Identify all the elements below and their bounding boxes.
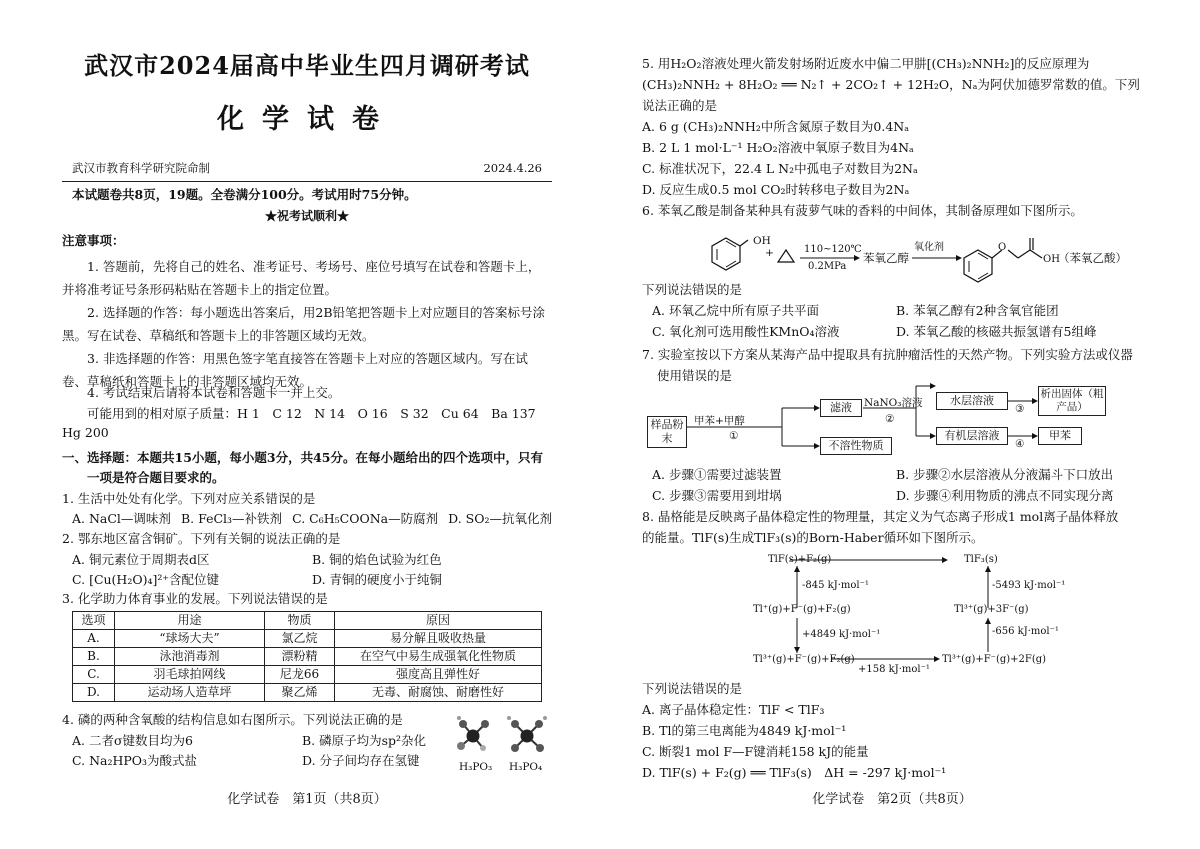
bh-tl-plus-ions: Tl⁺(g)+F⁻(g)+F₂(g) [753, 604, 851, 615]
q8-stem-line1: 8. 晶格能是反映离子晶体稳定性的物理量，其定义为气态离子形成1 mol离子晶体释放 [642, 509, 1119, 524]
q2-stem: 2. 鄂东地区富含铜矿。下列有关铜的说法正确的是 [62, 531, 341, 546]
bh-tl3-plus-3f: Tl³⁺(g)+3F⁻(g) [954, 604, 1029, 615]
q3-table [72, 611, 542, 702]
q6-intermediate: 苯氧乙醇 [863, 251, 909, 265]
table-cell: B. [73, 648, 115, 666]
q3-header-row [73, 612, 542, 630]
q4-option-a: A. 二者σ键数目均为6 [72, 733, 193, 748]
q6-oh-label: OH [753, 235, 771, 247]
h3po3-model-icon [457, 716, 489, 751]
table-cell: 在空气中易生成强氧化性物质 [335, 648, 542, 666]
q7-step1: ① [729, 430, 739, 442]
q3-header-cell: 物质 [265, 612, 335, 630]
q6-option-d: D. 苯氧乙酸的核磁共振氢谱有5组峰 [896, 324, 1097, 339]
epoxide-structure-icon [778, 250, 794, 262]
q8-stem-line2: 的能量。TlF(s)生成TlF₃(s)的Born-Haber循环如下图所示。 [642, 530, 984, 545]
q6-condition-pressure: 0.2MPa [808, 261, 847, 272]
q1-option-c: C. C₆H₅COONa—防腐剂 [292, 511, 439, 526]
q7-solid-box: 析出固体（粗产品） [1038, 386, 1106, 416]
table-cell: 无毒、耐腐蚀、耐磨性好 [335, 684, 542, 702]
q1-option-a: A. NaCl—调味剂 [72, 511, 171, 526]
q1-stem: 1. 生活中处处有化学。下列对应关系错误的是 [62, 491, 316, 506]
q1-option-b: B. FeCl₃—补铁剂 [180, 511, 283, 526]
q2-option-c: C. [Cu(H₂O)₄]²⁺含配位键 [72, 572, 219, 587]
reaction-arrow-2-icon [912, 255, 962, 261]
q6-condition-temp: 110~120℃ [804, 244, 862, 255]
q8-option-c: C. 断裂1 mol F—F键消耗158 kJ的能量 [642, 744, 869, 759]
q7-aqueous-box: 水层溶液 [936, 392, 1008, 410]
subject-title: 化学试卷 [217, 104, 397, 135]
q6-oxidant: 氧化剂 [914, 242, 944, 253]
q5-option-a: A. 6 g (CH₃)₂NNH₂中所含氮原子数目为0.4Nₐ [642, 119, 910, 134]
q7-sample-box: 样品粉末 [647, 416, 687, 448]
q4-option-d: D. 分子间均存在氢键 [302, 753, 420, 768]
q7-step4: ④ [1015, 438, 1025, 450]
phosphorus-acid-models [455, 714, 555, 758]
summary: 本试题卷共8页，19题。全卷满分100分。考试用时75分钟。 [72, 187, 417, 202]
q5-stem-line1: 5. 用H₂O₂溶液处理火箭发射场附近废水中偏二甲肼[(CH₃)₂NNH₂]的反应原理为 [642, 56, 1090, 71]
note-1: 1. 答题前，先将自己的姓名、准考证号、考场号、座位号填写在试卷和答题卡上，并将准考证号条形码粘贴在答题卡上的指定位置。 [62, 259, 541, 297]
q7-option-c: C. 步骤③需要用到坩埚 [652, 488, 782, 503]
table-cell: 聚乙烯 [265, 684, 335, 702]
q2-option-a: A. 铜元素位于周期表d区 [72, 552, 210, 567]
bh-energy-bond: +158 kJ·mol⁻¹ [858, 664, 930, 675]
atomic-masses: 可能用到的相对原子质量：H 1 C 12 N 14 O 16 S 32 Cu 64 Ba 137 Hg 200 [62, 406, 549, 440]
q3-header-cell: 选项 [73, 612, 115, 630]
q5-option-c: C. 标准状况下，22.4 L N₂中孤电子对数目为2Nₐ [642, 161, 918, 176]
q7-stem: 7. 实验室按以下方案从某海产品中提取具有抗肿瘤活性的天然产物。下列实验方法或仪器使用错误的是 [642, 347, 1133, 383]
q3-row-a [73, 630, 542, 648]
note-4: 4. 考试结束后请将本试卷和答题卡一并上交。 [87, 385, 341, 400]
q5-stem-line3: 说法正确的是 [642, 98, 718, 113]
section-heading: 一、选择题：本题共15小题，每小题3分，共45分。在每小题给出的四个选项中，只有一项是符合题目要求的。 [62, 450, 543, 485]
q8-option-d: D. TlF(s) + F₂(g) ══ TlF₃(s) ΔH = -297 kJ·mol⁻¹ [642, 765, 947, 780]
q7-toluene-box: 甲苯 [1038, 427, 1082, 445]
h3po4-model-icon [507, 716, 547, 752]
note-2: 2. 选择题的作答：每小题选出答案后，用2B铅笔把答题卡上对应题目的答案标号涂黑。写在试卷、草稿纸和答题卡上的非答题区域均无效。 [62, 305, 546, 343]
table-cell: D. [73, 684, 115, 702]
q7-insoluble-box: 不溶性物质 [820, 437, 892, 455]
header-rule [62, 181, 552, 182]
q2-options-row1 [62, 551, 552, 570]
h3po3-label: H₃PO₃ [459, 761, 493, 773]
table-cell: 泳池消毒剂 [115, 648, 265, 666]
table-cell: 羽毛球拍网线 [115, 666, 265, 684]
q4-option-c: C. Na₂HPO₃为酸式盐 [72, 753, 198, 768]
bh-tl3-plus-f2: Tl³⁺(g)+F⁻(g)+F₂(g) [753, 654, 855, 665]
bh-energy-electron-affinity: -656 kJ·mol⁻¹ [992, 626, 1059, 637]
q7-step3: ③ [1015, 403, 1025, 415]
page-2 [642, 0, 1142, 849]
q3-table-wrap [62, 611, 552, 702]
q7-option-d: D. 步骤④利用物质的沸点不同实现分离 [896, 488, 1114, 503]
q6-option-b: B. 苯氧乙醇有2种含氧官能团 [896, 303, 1059, 318]
q6-lead: 下列说法错误的是 [642, 282, 743, 297]
q7-option-b: B. 步骤②水层溶液从分液漏斗下口放出 [896, 467, 1114, 482]
q2-option-b: B. 铜的焰色试验为红色 [312, 552, 442, 567]
bh-tlf-plus-f2: TlF(s)+F₂(g) [768, 554, 832, 565]
issuer-line [72, 160, 542, 177]
table-cell: 运动场人造草坪 [115, 684, 265, 702]
issuer: 武汉市教育科学研究院命制 [72, 161, 210, 175]
q4-option-b: B. 磷原子均为sp²杂化 [302, 733, 427, 748]
q3-row-d [73, 684, 542, 702]
q5-stem-line2: (CH₃)₂NNH₂ + 8H₂O₂ ══ N₂↑ + 2CO₂↑ + 12H₂O，Nₐ为阿伏加德罗常数的值。下列 [642, 77, 1140, 92]
q8-lead: 下列说法错误的是 [642, 681, 743, 696]
page-1-footer: 化学试卷 第1页（共8页） [227, 792, 387, 807]
q7-option-a: A. 步骤①需要过滤装置 [652, 467, 782, 482]
bh-tl3-plus-2f: Tl³⁺(g)+F⁻(g)+2F(g) [942, 654, 1047, 665]
q8-option-a: A. 离子晶体稳定性：TlF < TlF₃ [642, 702, 825, 717]
q1-option-d: D. SO₂—抗氧化剂 [448, 511, 552, 526]
q6-plus: + [765, 247, 774, 259]
q7-step2: ② [885, 413, 895, 425]
q3-row-b [73, 648, 542, 666]
table-cell: 氯乙烷 [265, 630, 335, 648]
q6-option-a: A. 环氧乙烷中所有原子共平面 [652, 303, 819, 318]
q5-option-d: D. 反应生成0.5 mol CO₂时转移电子数目为2Nₐ [642, 182, 910, 197]
blessing: ★祝考试顺利★ [264, 209, 349, 223]
table-cell: 漂粉精 [265, 648, 335, 666]
q8-option-b: B. Tl的第三电离能为4849 kJ·mol⁻¹ [642, 723, 847, 738]
q7-nano3: NaNO₃溶液 [864, 397, 923, 409]
h3po4-label: H₃PO₄ [509, 761, 543, 773]
phenol-structure-icon [712, 238, 748, 270]
page-2-footer: 化学试卷 第2页（共8页） [812, 792, 972, 807]
bh-energy-lattice-tlf3: -5493 kJ·mol⁻¹ [992, 580, 1066, 591]
page-1 [62, 0, 552, 849]
q4-stem: 4. 磷的两种含氧酸的结构信息如右图所示。下列说法正确的是 [62, 712, 403, 727]
table-cell: 强度高且弹性好 [335, 666, 542, 684]
table-cell: “球场大夫” [115, 630, 265, 648]
q6-product: （苯氧乙酸） [1058, 251, 1127, 265]
exam-title: 武汉市2024届高中毕业生四月调研考试 [84, 51, 530, 80]
q7-organic-box: 有机层溶液 [936, 427, 1008, 445]
q3-stem: 3. 化学助力体育事业的发展。下列说法错误的是 [62, 591, 328, 606]
q6-ether-o: O [998, 242, 1007, 253]
q7-filtrate-box: 滤液 [820, 399, 862, 417]
q6-acid-oh: OH [1043, 254, 1060, 265]
note-3: 3. 非选择题的作答：用黑色签字笔直接答在答题卡上对应的答题区域内。写在试卷、草稿纸和答题卡上的非答题区域均无效。 [62, 351, 528, 389]
exam-date: 2024.4.26 [483, 161, 542, 175]
q7-solvent: 甲苯+甲醇 [694, 415, 745, 427]
table-cell: 尼龙66 [265, 666, 335, 684]
bh-tlf3: TlF₃(s) [964, 554, 998, 565]
q5-option-b: B. 2 L 1 mol·L⁻¹ H₂O₂溶液中氧原子数目为4Nₐ [642, 140, 914, 155]
q1-options [62, 510, 552, 529]
q3-header-cell: 原因 [335, 612, 542, 630]
q6-stem: 6. 苯氧乙酸是制备某种具有菠萝气味的香料的中间体，其制备原理如下图所示。 [642, 203, 1083, 218]
born-haber-cycle-arrows [642, 548, 1142, 678]
table-cell: 易分解且吸收热量 [335, 630, 542, 648]
table-cell: A. [73, 630, 115, 648]
table-cell: C. [73, 666, 115, 684]
notes-title: 注意事项： [62, 233, 125, 248]
q3-header-cell: 用途 [115, 612, 265, 630]
q2-options-row2 [62, 571, 552, 590]
q3-row-c [73, 666, 542, 684]
bh-energy-lattice-tlf: -845 kJ·mol⁻¹ [802, 580, 869, 591]
q2-option-d: D. 青铜的硬度小于纯铜 [312, 572, 443, 587]
bh-energy-ionization: +4849 kJ·mol⁻¹ [802, 629, 881, 640]
q6-option-c: C. 氧化剂可选用酸性KMnO₄溶液 [652, 324, 840, 339]
